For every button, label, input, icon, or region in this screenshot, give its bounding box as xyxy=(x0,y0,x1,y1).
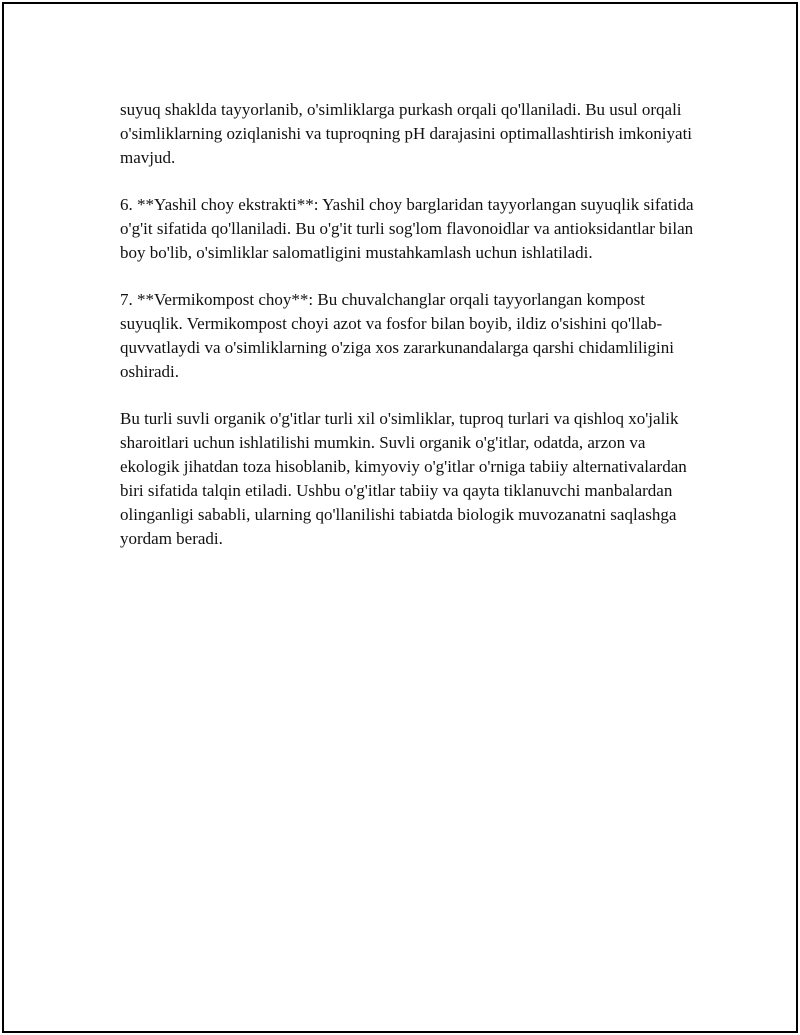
paragraph-item-7: 7. **Vermikompost choy**: Bu chuvalchanglar orqali tayyorlangan kompost suyuqlik. Vermikompost choyi azot va fosfor bilan boyib, ildiz o'sishini qo'llab-quvvatlaydi va o'simliklarning o'ziga xos zararkunandalarga qarshi chidamliligini oshiradi. xyxy=(120,290,674,381)
paragraph-continuation: suyuq shaklda tayyorlanib, o'simliklarga purkash orqali qo'llaniladi. Bu usul orqali o'simliklarning oziqlanishi va tuproqning pH darajasini optimallashtirish imkoniyati mavjud. xyxy=(120,100,693,167)
document-body xyxy=(120,98,700,551)
paragraph-item-6: 6. **Yashil choy ekstrakti**: Yashil choy barglaridan tayyorlangan suyuqlik sifatida o'g'it sifatida qo'llaniladi. Bu o'g'it turli sog'lom flavonoidlar va antioksidantlar bilan boy bo'lib, o'simliklar salomatligini mustahkamlash uchun ishlatiladi. xyxy=(120,195,694,262)
document-page xyxy=(2,2,798,1033)
paragraph-conclusion: Bu turli suvli organik o'g'itlar turli xil o'simliklar, tuproq turlari va qishloq xo'jalik sharoitlari uchun ishlatilishi mumkin. Suvli organik o'g'itlar, odatda, arzon va ekologik jihatdan toza hisoblanib, kimyoviy o'g'itlar o'rniga tabiiy alternativalardan biri sifatida talqin etiladi. Ushbu o'g'itlar tabiiy va qayta tiklanuvchi manbalardan olinganligi sababli, ularning qo'llanilishi tabiatda biologik muvozanatni saqlashga yordam beradi. xyxy=(120,409,687,548)
